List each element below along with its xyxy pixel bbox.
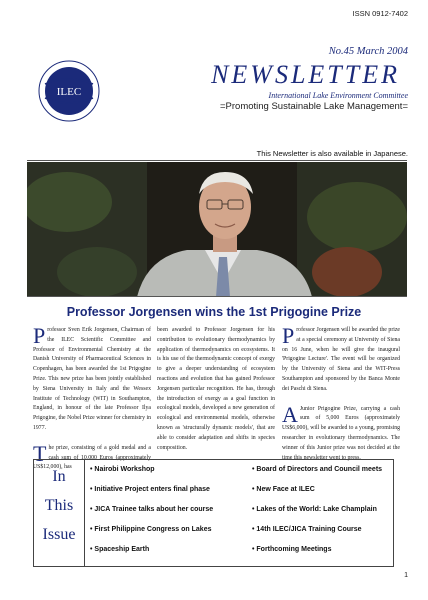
- in-this-issue-label: Issue: [42, 526, 76, 543]
- contents-item[interactable]: • JICA Trainee talks about her course: [90, 506, 214, 513]
- contents-item[interactable]: • Initiative Project enters final phase: [90, 486, 210, 493]
- contents-item[interactable]: • Forthcoming Meetings: [252, 546, 332, 553]
- portrait-photo: [27, 162, 407, 297]
- in-this-issue-box: [33, 459, 394, 567]
- divider: [27, 160, 407, 161]
- article-column-2: [157, 326, 275, 453]
- contents-item[interactable]: • First Philippine Congress on Lakes: [90, 526, 212, 533]
- organization-name: International Lake Environment Committee: [268, 91, 408, 100]
- contents-item[interactable]: • New Face at ILEC: [252, 486, 315, 493]
- contents-item[interactable]: • Nairobi Workshop: [90, 466, 155, 473]
- contents-item[interactable]: • Spaceship Earth: [90, 546, 150, 553]
- article-paragraph: been awarded to Professor Jorgensen for his contribution to evolutionary thermodynamics by application of thermodynamics on ecosystems. It is his use of the thermodynamic concept of exergy to give a deeper understanding of ecosystem reactions and evolution that has gained Professor Jorgensen particular recognition. He has, through the introduction of exergy as a goal function in ecological models, developed a new generation of ecological and environmental models, otherwise known as 'structurally dynamic models', that are able to consider adaptation and shifts in species composition.: [157, 327, 275, 451]
- article-paragraph: Professor Sven Erik Jorgensen, Chairman of the ILEC Scientific Committee and Professor of Environmental Chemistry at the Danish University of Pharmaceutical Sciences in Copenhagen, has been awarded the 1st Prigogine Prize. This new prize has been jointly established by Siena University in Italy and the Wessex Institute of Technology (WIT) in Southampton, England, in honour of the late Professor Ilya Prigogine, the Nobel Prize winner for chemistry in 1977.: [33, 323, 151, 431]
- drop-cap: P: [33, 323, 46, 348]
- ilec-logo: [38, 60, 100, 122]
- masthead-title: NEWSLETTER: [211, 60, 400, 89]
- contents-item[interactable]: • 14th ILEC/JICA Training Course: [252, 526, 362, 533]
- logo-text: ILEC: [56, 86, 82, 98]
- article-column-3: [282, 323, 400, 463]
- box-divider: [84, 460, 85, 566]
- drop-cap: T: [33, 440, 47, 466]
- issue-number: No.45 March 2004: [328, 46, 408, 57]
- drop-cap: A: [282, 401, 298, 427]
- contents-item[interactable]: • Board of Directors and Council meets: [252, 466, 383, 473]
- slogan: =Promoting Sustainable Lake Management=: [219, 101, 408, 112]
- article-column-1: [33, 323, 151, 473]
- in-this-issue-label: This: [44, 497, 74, 514]
- article-headline: Professor Jorgensen wins the 1st Prigogine Prize: [66, 305, 362, 319]
- article-paragraph: The prize, consisting of a gold medal and a cash sum of 10,000 Euros (approximately US$12,000), has: [33, 440, 151, 471]
- in-this-issue-label: In: [52, 468, 66, 485]
- article-paragraph: A Junior Prigogine Prize, carrying a cash sum of 5,000 Euros (approximately US$6,000), will be awarded to a young, promising researcher in evolutionary thermodynamics. The winner of this Junior prize was not decided at the time this newsletter went to press.: [282, 401, 400, 461]
- issn: ISSN 0912-7402: [352, 9, 408, 18]
- page-number: 1: [404, 572, 408, 579]
- divider: [27, 296, 407, 297]
- article-paragraph: Professor Jorgensen will be awarded the prize at a special ceremony at University of Siena on 16 June, when he will give the inaugural 'Prigogine Lecture'. The event will be organized by the University of Siena and the WIT-Press Southampton and sponsored by the Banca Monte dei Paschi di Siena.: [282, 323, 400, 392]
- contents-item[interactable]: • Lakes of the World: Lake Champlain: [252, 506, 377, 513]
- japanese-availability-note: This Newsletter is also available in Japanese.: [256, 149, 408, 158]
- drop-cap: P: [282, 323, 295, 348]
